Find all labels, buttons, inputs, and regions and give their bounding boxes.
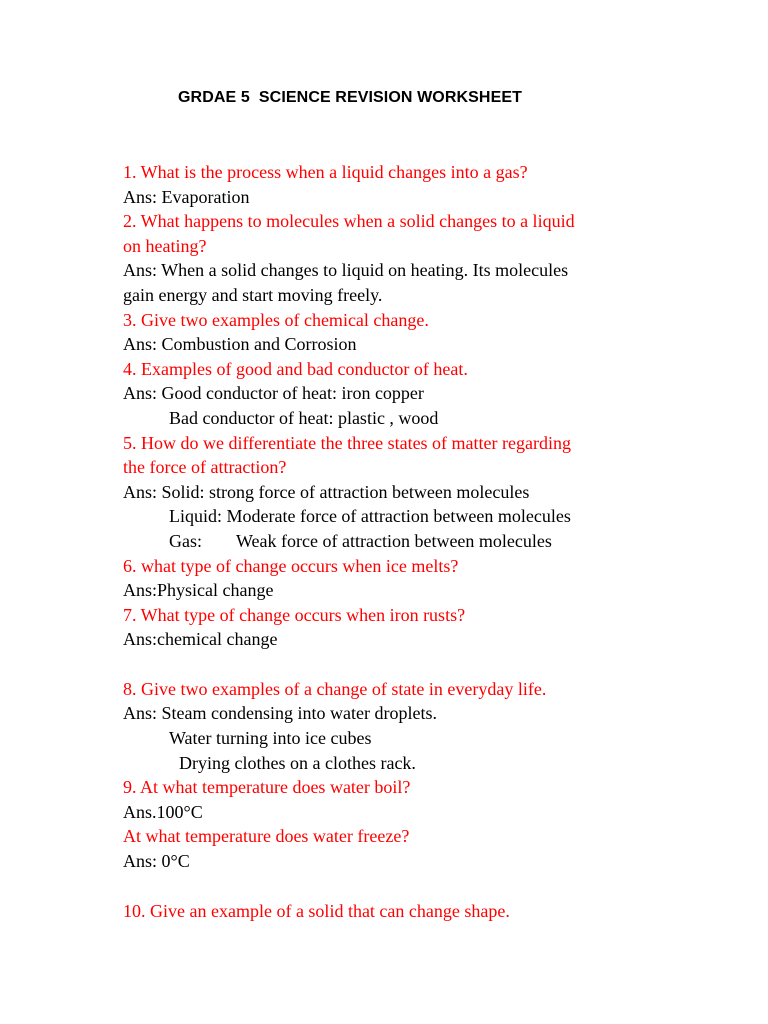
- question-9: 9. At what temperature does water boil?: [123, 777, 411, 798]
- answer-7: Ans:chemical change: [123, 629, 278, 650]
- answer-5-gas-label: Gas:: [169, 530, 202, 551]
- answer-8-line-3: Drying clothes on a clothes rack.: [179, 752, 416, 773]
- question-10: 10. Give an example of a solid that can change shape.: [123, 900, 510, 921]
- answer-8-line-1: Ans: Steam condensing into water droplets.: [123, 703, 437, 724]
- question-8: 8. Give two examples of a change of state in everyday life.: [123, 678, 547, 699]
- answer-5-gas-text: Weak force of attraction between molecules: [236, 530, 552, 551]
- answer-4-line-2: Bad conductor of heat: plastic , wood: [169, 407, 439, 428]
- answer-9b: Ans: 0°C: [123, 851, 190, 872]
- answer-5-line-2: Liquid: Moderate force of attraction between molecules: [169, 506, 571, 527]
- answer-1: Ans: Evaporation: [123, 186, 250, 207]
- answer-3: Ans: Combustion and Corrosion: [123, 334, 357, 355]
- answer-9: Ans.100°C: [123, 801, 203, 822]
- question-9b: At what temperature does water freeze?: [123, 826, 410, 847]
- question-2-line-2: on heating?: [123, 235, 207, 256]
- worksheet-content: [123, 160, 663, 923]
- answer-2-line-1: Ans: When a solid changes to liquid on heating. Its molecules: [123, 260, 569, 281]
- question-5-line-1: 5. How do we differentiate the three states of matter regarding: [123, 432, 571, 453]
- answer-8-line-2: Water turning into ice cubes: [169, 728, 372, 749]
- question-5-line-2: the force of attraction?: [123, 457, 287, 478]
- question-6: 6. what type of change occurs when ice melts?: [123, 555, 459, 576]
- question-7: 7. What type of change occurs when iron rusts?: [123, 604, 466, 625]
- blank-line: [123, 652, 663, 677]
- answer-2-line-2: gain energy and start moving freely.: [123, 284, 383, 305]
- question-4: 4. Examples of good and bad conductor of heat.: [123, 358, 468, 379]
- answer-6: Ans:Physical change: [123, 580, 274, 601]
- answer-5-line-3: [123, 529, 663, 554]
- answer-4-line-1: Ans: Good conductor of heat: iron copper: [123, 383, 424, 404]
- question-3: 3. Give two examples of chemical change.: [123, 309, 429, 330]
- answer-5-line-1: Ans: Solid: strong force of attraction between molecules: [123, 481, 530, 502]
- blank-line: [123, 874, 663, 899]
- question-1: 1. What is the process when a liquid changes into a gas?: [123, 162, 528, 182]
- question-2-line-1: 2. What happens to molecules when a solid changes to a liquid: [123, 211, 575, 232]
- worksheet-title: GRDAE 5 SCIENCE REVISION WORKSHEET: [178, 89, 522, 106]
